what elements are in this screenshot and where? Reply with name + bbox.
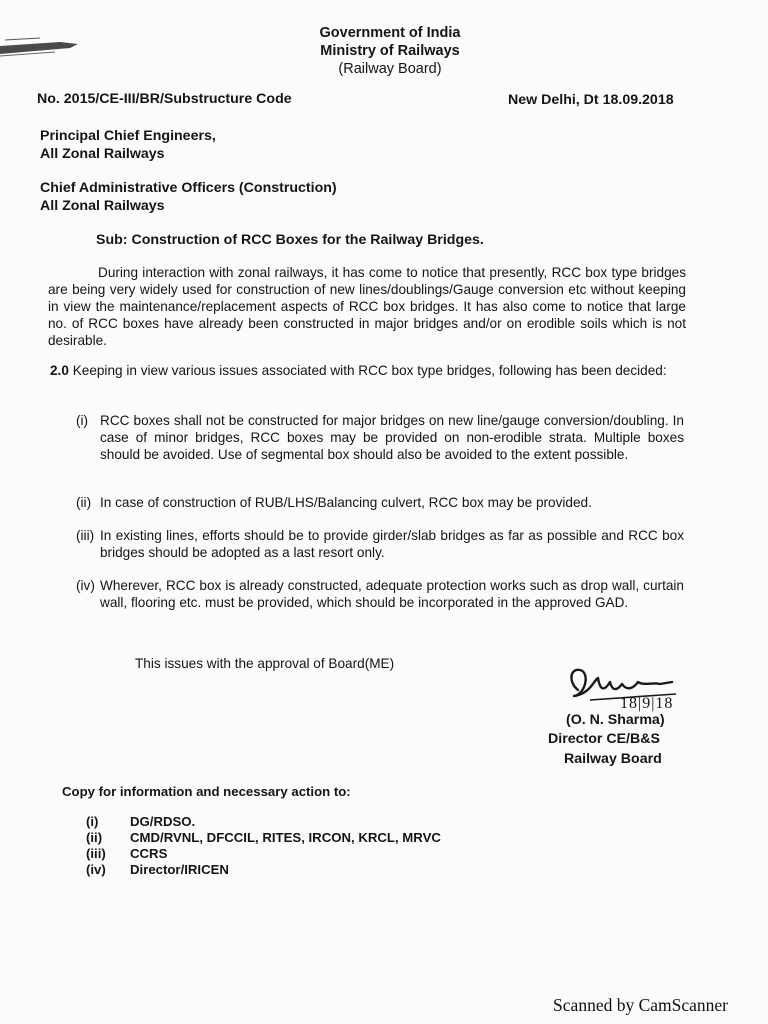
recipient-block-1 — [40, 127, 216, 163]
signatory-office: Railway Board — [564, 751, 662, 767]
letterhead-board: (Railway Board) — [338, 61, 442, 77]
approval-note: This issues with the approval of Board(ME) — [135, 656, 395, 671]
scanner-watermark: Scanned by CamScanner — [553, 995, 728, 1015]
letterhead-government: Government of India — [319, 25, 461, 41]
decision-item: In case of construction of RUB/LHS/Balancing culvert, RCC box may be provided. — [100, 495, 592, 510]
copy-item-number: (ii) — [86, 830, 103, 845]
copy-item — [86, 829, 441, 846]
copy-item-number: (iv) — [86, 862, 106, 877]
recipient-title: Principal Chief Engineers, — [40, 128, 216, 144]
copy-item-text: DG/RDSO. — [130, 814, 196, 829]
paragraph-1: During interaction with zonal railways, it has come to notice that presently, RCC box type bridges are being very widely used for construction of new lines/doublings/Gauge conversion etc without keeping in view the maintenance/replacement aspects of RCC box bridges. It has also come to notice that large no. of RCC boxes have already been constructed in major bridges and/or on erodible soils which is not desirable. — [48, 265, 686, 348]
reference-number: No. 2015/CE-III/BR/Substructure Code — [37, 91, 292, 107]
signatory-designation: Director CE/B&S — [548, 731, 660, 747]
decision-item: In existing lines, efforts should be to provide girder/slab bridges as far as possible and RCC box bridges should be adopted as a last resort only. — [100, 528, 684, 560]
decision-item: Wherever, RCC box is already constructed, adequate protection works such as drop wall, curtain wall, flooring etc. must be provided, which should be incorporated in the approved GAD. — [100, 578, 684, 610]
recipient-title: Chief Administrative Officers (Construction) — [40, 180, 337, 196]
letter-date: New Delhi, Dt 18.09.2018 — [508, 92, 674, 108]
signatory-name: (O. N. Sharma) — [566, 712, 665, 728]
recipient-block-2 — [40, 179, 337, 215]
decision-number: (i) — [76, 413, 89, 428]
subject-line: Sub: Construction of RCC Boxes for the Railway Bridges. — [96, 232, 484, 248]
letterhead-ministry: Ministry of Railways — [320, 43, 460, 59]
copy-heading: Copy for information and necessary action to: — [62, 784, 351, 799]
copy-item — [86, 845, 167, 862]
signature-date: 18|9|18 — [620, 695, 674, 712]
paragraph-2 — [50, 362, 686, 379]
recipient-scope: All Zonal Railways — [40, 146, 165, 162]
stamp-mark — [0, 34, 90, 64]
copy-item-text: CMD/RVNL, DFCCIL, RITES, IRCON, KRCL, MRVC — [130, 830, 441, 845]
decision-item: RCC boxes shall not be constructed for major bridges on new line/gauge conversion/doubling. In case of minor bridges, RCC boxes may be provided on non-erodible strata. Multiple boxes should be avoided. Use of segmental box should also be avoided to the extent possible. — [100, 413, 684, 462]
copy-item-text: CCRS — [130, 846, 168, 861]
copy-item — [86, 813, 195, 830]
paragraph-number: 2.0 — [50, 363, 69, 378]
decision-number: (ii) — [76, 495, 92, 510]
decision-number: (iii) — [76, 528, 95, 543]
copy-item-text: Director/IRICEN — [130, 862, 229, 877]
decision-number: (iv) — [76, 578, 95, 593]
copy-item — [86, 861, 229, 878]
paragraph-2-text: Keeping in view various issues associated with RCC box type bridges, following has been decided: — [72, 363, 667, 378]
copy-item-number: (i) — [86, 814, 99, 829]
recipient-scope: All Zonal Railways — [40, 198, 165, 214]
copy-item-number: (iii) — [86, 846, 106, 861]
